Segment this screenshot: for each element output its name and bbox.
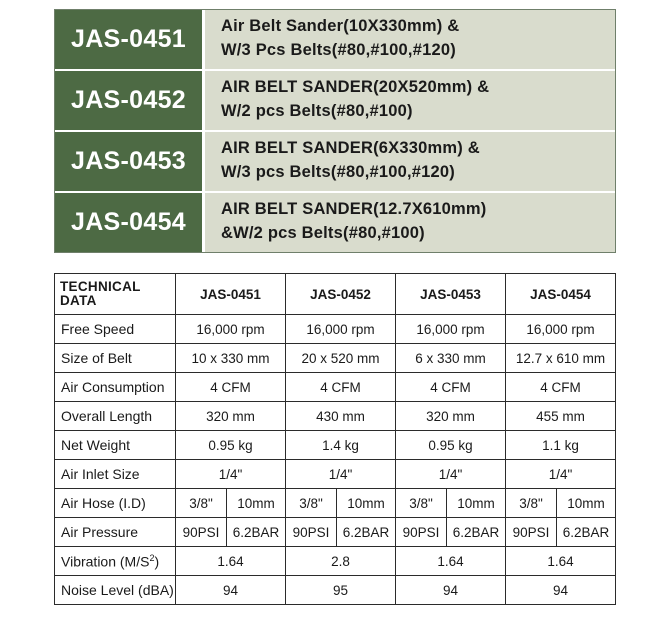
row-label: Noise Level (dBA) bbox=[55, 576, 176, 605]
heading-line: TECHNICAL bbox=[60, 279, 141, 294]
table-row bbox=[55, 402, 616, 431]
table-cell: 10mm bbox=[337, 489, 396, 518]
row-label: Free Speed bbox=[55, 315, 176, 344]
row-label: Air Consumption bbox=[55, 373, 176, 402]
table-cell: 3/8" bbox=[506, 489, 557, 518]
table-cell: 90PSI bbox=[286, 518, 337, 547]
table-cell: 16,000 rpm bbox=[176, 315, 286, 344]
table-cell: 4 CFM bbox=[286, 373, 396, 402]
row-label bbox=[55, 547, 176, 576]
table-cell: 16,000 rpm bbox=[286, 315, 396, 344]
table-cell: 1.64 bbox=[176, 547, 286, 576]
table-row bbox=[55, 460, 616, 489]
table-row bbox=[55, 373, 616, 402]
row-label: Air Pressure bbox=[55, 518, 176, 547]
description-line: W/2 pcs Belts(#80,#100) bbox=[221, 102, 413, 120]
model-column-header: JAS-0453 bbox=[396, 274, 506, 315]
table-cell: 1.64 bbox=[506, 547, 616, 576]
table-row bbox=[55, 344, 616, 373]
table-row bbox=[55, 547, 616, 576]
table-cell: 1/4" bbox=[286, 460, 396, 489]
row-label: Air Hose (I.D) bbox=[55, 489, 176, 518]
table-row bbox=[55, 518, 616, 547]
unit-superscript: 2 bbox=[149, 552, 155, 563]
heading-line: DATA bbox=[60, 293, 97, 308]
description-line: Air Belt Sander(10X330mm) & bbox=[221, 17, 460, 35]
table-cell: 10mm bbox=[557, 489, 616, 518]
table-cell: 455 mm bbox=[506, 402, 616, 431]
product-description bbox=[205, 132, 615, 191]
model-column-header: JAS-0451 bbox=[176, 274, 286, 315]
table-row bbox=[55, 489, 616, 518]
product-description bbox=[205, 193, 615, 252]
table-cell: 1.4 kg bbox=[286, 431, 396, 460]
table-cell: 10 x 330 mm bbox=[176, 344, 286, 373]
table-cell: 16,000 rpm bbox=[396, 315, 506, 344]
table-cell: 1/4" bbox=[506, 460, 616, 489]
table-cell: 3/8" bbox=[286, 489, 337, 518]
table-cell: 16,000 rpm bbox=[506, 315, 616, 344]
table-cell: 430 mm bbox=[286, 402, 396, 431]
table-cell: 2.8 bbox=[286, 547, 396, 576]
product-code: JAS-0453 bbox=[55, 132, 205, 191]
table-cell: 4 CFM bbox=[396, 373, 506, 402]
table-cell: 3/8" bbox=[176, 489, 227, 518]
technical-data-heading bbox=[55, 274, 176, 315]
table-cell: 0.95 kg bbox=[176, 431, 286, 460]
description-line: W/3 pcs Belts(#80,#100,#120) bbox=[221, 163, 455, 181]
row-label: Air Inlet Size bbox=[55, 460, 176, 489]
model-column-header: JAS-0452 bbox=[286, 274, 396, 315]
table-cell: 12.7 x 610 mm bbox=[506, 344, 616, 373]
product-row bbox=[55, 10, 615, 69]
product-description bbox=[205, 71, 615, 130]
table-cell: 90PSI bbox=[396, 518, 447, 547]
description-line: &W/2 pcs Belts(#80,#100) bbox=[221, 224, 425, 242]
table-cell: 6.2BAR bbox=[337, 518, 396, 547]
description-line: AIR BELT SANDER(20X520mm) & bbox=[221, 78, 490, 96]
description-line: AIR BELT SANDER(6X330mm) & bbox=[221, 139, 480, 157]
description-line: AIR BELT SANDER(12.7X610mm) bbox=[221, 200, 487, 218]
table-cell: 1.1 kg bbox=[506, 431, 616, 460]
row-label: Size of Belt bbox=[55, 344, 176, 373]
product-row bbox=[55, 69, 615, 130]
product-row bbox=[55, 130, 615, 191]
table-cell: 90PSI bbox=[506, 518, 557, 547]
product-code: JAS-0452 bbox=[55, 71, 205, 130]
table-cell: 1.64 bbox=[396, 547, 506, 576]
model-column-header: JAS-0454 bbox=[506, 274, 616, 315]
product-description bbox=[205, 10, 615, 69]
table-cell: 95 bbox=[286, 576, 396, 605]
product-code: JAS-0451 bbox=[55, 10, 205, 69]
table-row bbox=[55, 431, 616, 460]
table-cell: 3/8" bbox=[396, 489, 447, 518]
table-row bbox=[55, 315, 616, 344]
table-cell: 10mm bbox=[447, 489, 506, 518]
table-cell: 6.2BAR bbox=[227, 518, 286, 547]
table-cell: 6.2BAR bbox=[557, 518, 616, 547]
table-cell: 94 bbox=[506, 576, 616, 605]
vibration-label-end: ) bbox=[154, 553, 160, 570]
row-label: Net Weight bbox=[55, 431, 176, 460]
table-cell: 94 bbox=[396, 576, 506, 605]
table-cell: 1/4" bbox=[396, 460, 506, 489]
description-line: W/3 Pcs Belts(#80,#100,#120) bbox=[221, 41, 456, 59]
technical-data-table bbox=[54, 273, 616, 605]
table-cell: 94 bbox=[176, 576, 286, 605]
table-row bbox=[55, 576, 616, 605]
product-code: JAS-0454 bbox=[55, 193, 205, 252]
table-cell: 10mm bbox=[227, 489, 286, 518]
table-cell: 320 mm bbox=[176, 402, 286, 431]
table-cell: 20 x 520 mm bbox=[286, 344, 396, 373]
row-label: Overall Length bbox=[55, 402, 176, 431]
product-list bbox=[54, 9, 616, 253]
vibration-label: Vibration (M/S bbox=[61, 553, 150, 570]
table-cell: 6 x 330 mm bbox=[396, 344, 506, 373]
table-cell: 0.95 kg bbox=[396, 431, 506, 460]
table-cell: 6.2BAR bbox=[447, 518, 506, 547]
table-cell: 90PSI bbox=[176, 518, 227, 547]
table-cell: 4 CFM bbox=[506, 373, 616, 402]
table-cell: 320 mm bbox=[396, 402, 506, 431]
product-row bbox=[55, 191, 615, 252]
table-cell: 1/4" bbox=[176, 460, 286, 489]
table-cell: 4 CFM bbox=[176, 373, 286, 402]
table-header-row bbox=[55, 274, 616, 315]
